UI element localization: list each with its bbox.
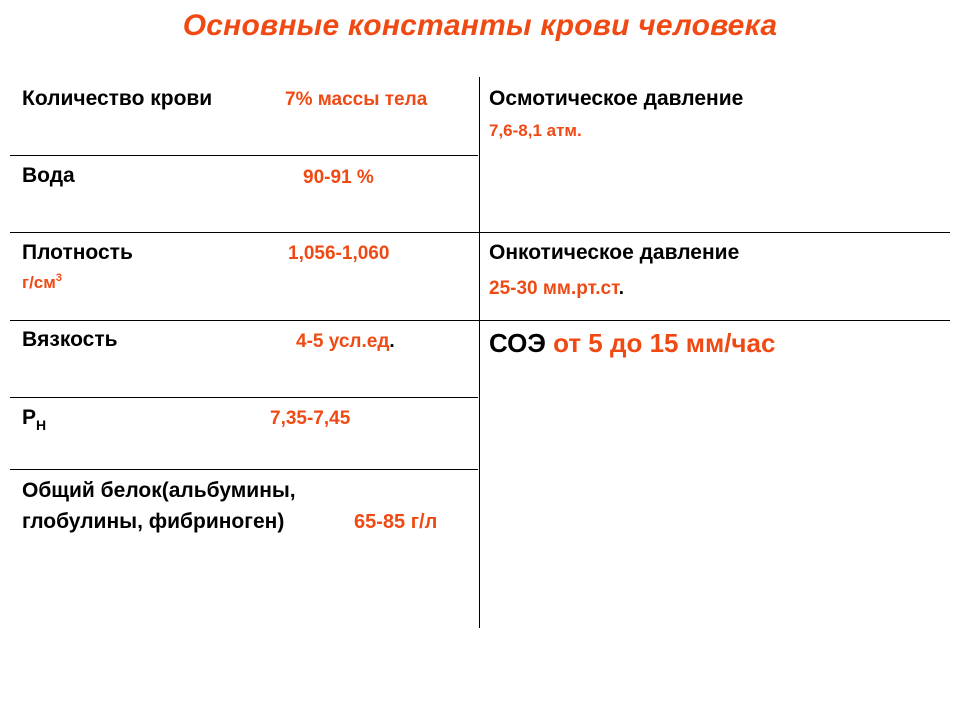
water-label: Вода [22, 164, 75, 187]
ph-value: 7,35-7,45 [270, 408, 351, 429]
total-protein-label-line1: Общий белок(альбумины, [22, 479, 296, 502]
osmotic-pressure-value: 7,6-8,1 атм. [489, 121, 582, 140]
blood-volume-value: 7% массы тела [285, 89, 428, 110]
total-protein-label-line2: глобулины, фибриноген) [22, 510, 285, 533]
oncotic-pressure-label: Онкотическое давление [489, 241, 740, 264]
divider [10, 155, 478, 156]
divider [10, 469, 478, 470]
column-divider [479, 77, 480, 628]
viscosity-label: Вязкость [22, 328, 118, 351]
water-value: 90-91 % [303, 167, 374, 188]
blood-volume-label: Количество крови [22, 87, 213, 110]
density-value: 1,056-1,060 [288, 243, 390, 264]
page-title: Основные константы крови человека [182, 9, 778, 42]
total-protein-value: 65-85 г/л [354, 511, 438, 533]
viscosity-value: 4-5 усл.ед. [296, 331, 395, 352]
density-unit: $г/см^3$ [22, 272, 62, 292]
divider [10, 320, 950, 321]
divider [10, 397, 478, 398]
density-label: Плотность [22, 241, 133, 264]
ph-label: $Р_Н$ [22, 406, 47, 433]
osmotic-pressure-label: Осмотическое давление [489, 87, 744, 110]
divider [10, 232, 950, 233]
oncotic-pressure-value: 25-30 мм.рт.ст. [489, 278, 625, 299]
esr-row: СОЭ от 5 до 15 мм/час [489, 328, 776, 358]
